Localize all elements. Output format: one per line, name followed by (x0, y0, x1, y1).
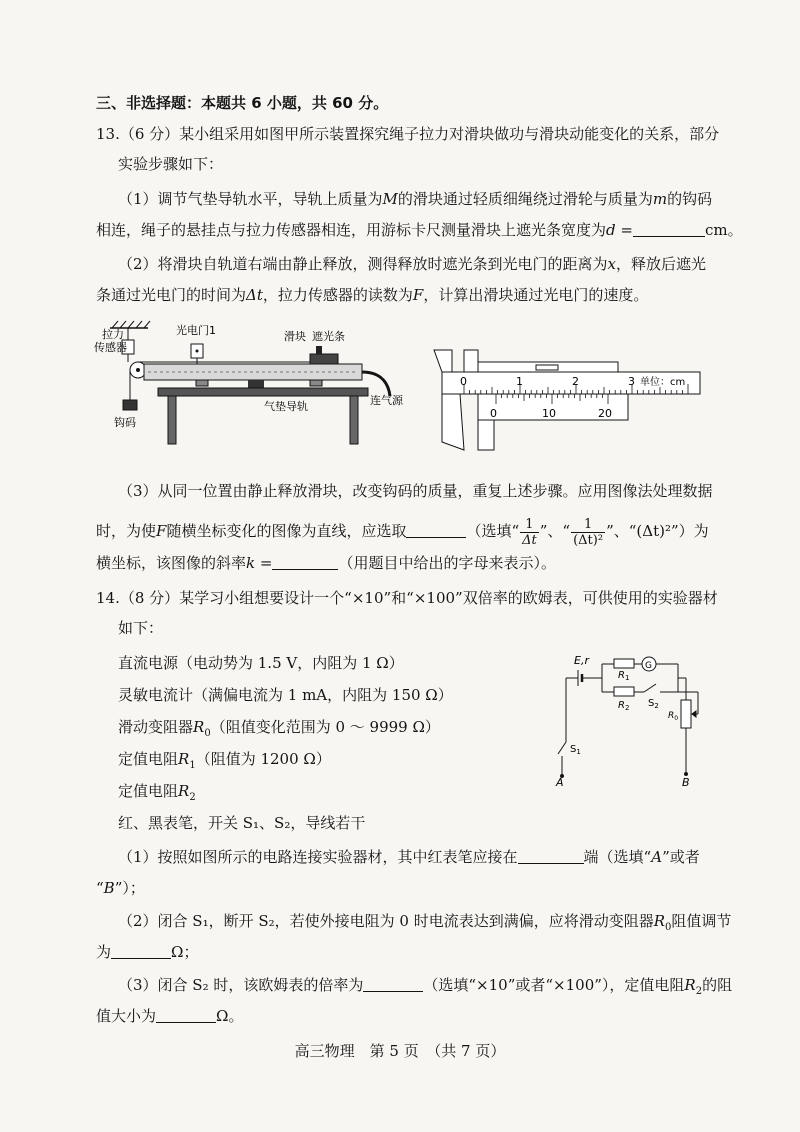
label-weight: 钩码 (114, 416, 136, 429)
q14-part2-line1: （2）闭合 S₁，断开 S₂，若使外接电阻为 0 时电流表达到满偏，应将滑动变阻器$R_0$阻值调节 (118, 912, 732, 933)
circuit-r1-label: $R_1$ (618, 670, 630, 682)
caliper-unit: 单位：cm (640, 377, 686, 388)
material-6: 红、黑表笔，开关 S₁、S₂，导线若干 (118, 814, 366, 832)
slider-block-icon (310, 354, 338, 364)
answer-blank-slope[interactable] (272, 555, 338, 570)
air-track-figure (88, 318, 418, 450)
answer-blank-multiplier[interactable] (363, 977, 423, 992)
answer-blank-d[interactable] (633, 222, 705, 237)
circuit-r0-label: $R_0$ (668, 711, 679, 722)
page-footer: 高三物理 第 5 页 （共 7 页） (294, 1042, 506, 1060)
q13-step3-line1: （3）从同一位置由静止释放滑块，改变钩码的质量，重复上述步骤。应用图像法处理数据 (118, 482, 713, 500)
shade-strip-icon (316, 346, 322, 354)
q13-step2-line2: 条通过光电门的时间为Δt，拉力传感器的读数为F，计算出滑块通过光电门的速度。 (96, 286, 649, 304)
main-tick-label-2: 2 (572, 375, 579, 388)
main-tick-label-3: 3 (628, 375, 635, 388)
hook-weight-icon (123, 400, 137, 410)
q13-step3-line3: 横坐标，该图像的斜率k = （用题目中给出的字母来表示）。 (96, 554, 556, 572)
main-tick-label-0: 0 (460, 375, 467, 388)
answer-blank-r0[interactable] (111, 944, 171, 959)
q13-intro-line2: 实验步骤如下： (118, 155, 224, 173)
circuit-terminal-a: A (556, 776, 564, 786)
material-2: 灵敏电流计（满偏电流为 1 mA，内阻为 150 Ω） (118, 686, 453, 704)
table-icon (158, 388, 368, 396)
label-sensor-1: 拉力 (102, 328, 124, 341)
q13-step1-line2: 相连，绳子的悬挂点与拉力传感器相连，用游标卡尺测量滑块上遮光条宽度为d = cm。 (96, 221, 743, 239)
fraction-option-2: $\frac{1}{\text{(Δt)²}}$ (573, 516, 604, 548)
q14-part1-line2: “B”）； (96, 879, 145, 897)
q14-part3-line1: （3）闭合 S₂ 时，该欧姆表的倍率为 （选填“×10”或者“×100”），定值电阻$R_2$的阻 (118, 976, 733, 997)
label-air: 连气源 (370, 394, 403, 407)
circuit-s1-label: $S_1$ (570, 744, 581, 756)
q14-part1-line1: （1）按照如图所示的电路连接实验器材，其中红表笔应接在 端（选填“A”或者 (118, 848, 700, 866)
label-slider: 滑块 (284, 330, 306, 343)
answer-blank-axis[interactable] (406, 523, 466, 538)
material-5: 定值电阻$R_2$ (118, 782, 196, 803)
q13-intro-line1: 13.（6 分）某小组采用如图甲所示装置探究绳子拉力对滑块做功与滑块动能变化的关系，部分 (96, 125, 720, 143)
label-rail: 气垫导轨 (264, 400, 308, 413)
material-4: 定值电阻$R_1$（阻值为 1200 Ω） (118, 750, 331, 771)
q14-part3-line2: 值大小为 Ω。 (96, 1007, 244, 1025)
vernier-tick-label-20: 20 (598, 407, 612, 420)
vernier-caliper-figure (420, 344, 710, 454)
material-1: 直流电源（电动势为 1.5 V，内阻为 1 Ω） (118, 654, 404, 672)
q13-step2-line1: （2）将滑块自轨道右端由静止释放，测得释放时遮光条到光电门的距离为x，释放后遮光 (118, 255, 707, 273)
circuit-s2-label: $S_2$ (648, 698, 659, 710)
answer-blank-r2[interactable] (156, 1008, 216, 1023)
galvanometer-icon: G (645, 661, 652, 671)
fraction-option-1: $\frac{1}{\Delta t}$ (522, 516, 537, 548)
circuit-terminal-b: B (682, 776, 690, 786)
circuit-emf-label: E,r (574, 654, 589, 667)
q14-intro-line2: 如下： (118, 619, 164, 637)
circuit-r2-label: $R_2$ (618, 700, 630, 712)
label-shade: 遮光条 (312, 330, 345, 343)
label-sensor-2: 传感器 (94, 341, 127, 354)
main-tick-label-1: 1 (516, 375, 523, 388)
material-3: 滑动变阻器$R_0$（阻值变化范围为 0 ～ 9999 Ω） (118, 718, 440, 739)
answer-blank-terminal[interactable] (518, 849, 584, 864)
vernier-tick-label-10: 10 (542, 407, 556, 420)
section-heading: 三、非选择题：本题共 6 小题，共 60 分。 (96, 94, 389, 112)
q13-step3-line2: 时，为使F随横坐标变化的图像为直线，应选取 （选填“ $\frac{1}{\Delta t}$ ”、“ $\frac{1}{\text{(Δt)²}}$ ”、“(Δt)²”）为 (96, 516, 709, 548)
vernier-tick-label-0: 0 (490, 407, 497, 420)
q14-part2-line2: 为 Ω； (96, 943, 199, 961)
q13-step1-line1: （1）调节气垫导轨水平，导轨上质量为M的滑块通过轻质细绳绕过滑轮与质量为m的钩码 (118, 190, 713, 208)
ohmmeter-circuit (540, 648, 720, 786)
q14-intro-line1: 14.（8 分）某学习小组想要设计一个“×10”和“×100”双倍率的欧姆表，可供使用的实验器材 (96, 589, 718, 607)
label-gate: 光电门1 (176, 324, 216, 337)
